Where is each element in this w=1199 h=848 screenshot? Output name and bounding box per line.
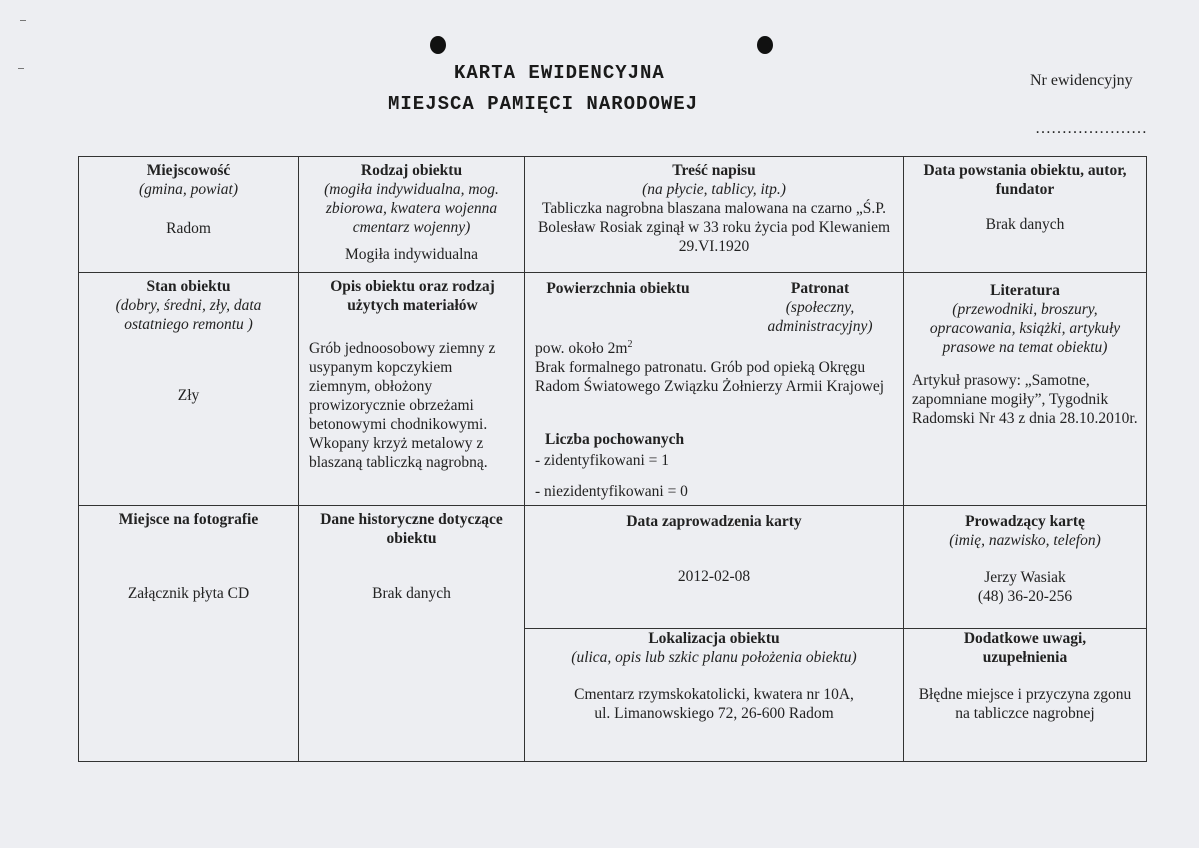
card-title-line2: MIEJSCA PAMIĘCI NARODOWEJ (388, 93, 699, 115)
value-lokalizacja-line1: Cmentarz rzymskokatolicki, kwatera nr 10A, (574, 686, 854, 703)
cell-data-powstania (903, 156, 1147, 273)
heading-data-zaprowadzenia: Data zaprowadzenia karty (626, 513, 802, 530)
value-rodzaj-obiektu: Mogiła indywidualna (344, 246, 479, 263)
cell-tresc-napisu (524, 156, 904, 273)
heading-liczba-pochowanych: Liczba pochowanych (545, 431, 685, 448)
scan-mark (18, 68, 24, 69)
cell-literatura (903, 272, 1147, 506)
cell-dane-historyczne (298, 505, 525, 762)
heading-dodatkowe-uwagi: Dodatkowe uwagi, uzupełnienia (963, 630, 1087, 666)
cell-opis-obiektu (298, 272, 525, 506)
hint-literatura: (przewodniki, broszury, opracowania, książki, artykuły prasowe na temat obiektu) (929, 301, 1121, 356)
value-stan-obiektu: Zły (177, 387, 200, 404)
hint-patronat: (społeczny, administracyjny) (767, 299, 873, 335)
value-data-powstania: Brak danych (985, 216, 1065, 233)
punch-hole-right (757, 36, 773, 54)
cell-prowadzacy-karte (903, 505, 1147, 629)
cell-data-zaprowadzenia (524, 505, 904, 629)
registry-number-label: Nr ewidencyjny (1030, 72, 1133, 89)
value-literatura: Artykuł prasowy: „Samotne, zapomniane mogiły”, Tygodnik Radomski Nr 43 z dnia 28.10.2010r. (912, 372, 1138, 427)
scan-mark (20, 20, 26, 21)
cell-dodatkowe-uwagi (903, 628, 1147, 762)
cell-powierzchnia-patronat (524, 272, 904, 506)
value-prowadzacy-phone: (48) 36-20-256 (977, 588, 1073, 605)
heading-literatura: Literatura (990, 282, 1060, 299)
value-lokalizacja-line2: ul. Limanowskiego 72, 26-600 Radom (594, 705, 834, 722)
hint-prowadzacy-karte: (imię, nazwisko, telefon) (949, 532, 1101, 549)
cell-miejsce-na-fotografie (78, 505, 299, 762)
heading-opis-obiektu: Opis obiektu oraz rodzaj użytych materiałów (330, 278, 495, 314)
value-zidentyfikowani: - zidentyfikowani = 1 (535, 452, 669, 469)
cell-rodzaj-obiektu (298, 156, 525, 273)
value-data-zaprowadzenia: 2012-02-08 (677, 568, 751, 585)
value-powierzchnia: pow. około $2m^2$ (535, 339, 633, 358)
heading-rodzaj-obiektu: Rodzaj obiektu (360, 162, 463, 179)
patronat-header (745, 279, 895, 336)
heading-miejsce-na-fotografie: Miejsce na fotografie (118, 511, 259, 528)
card-title-line1: KARTA EWIDENCYJNA (454, 62, 665, 84)
hint-lokalizacja-obiektu: (ulica, opis lub szkic planu położenia obiektu) (571, 649, 857, 666)
hint-tresc-napisu: (na płycie, tablicy, itp.) (642, 181, 786, 198)
cell-miejscowosc (78, 156, 299, 273)
heading-miejscowosc: Miejscowość (146, 162, 231, 179)
value-prowadzacy-name: Jerzy Wasiak (984, 569, 1066, 586)
value-tresc-napisu: Tabliczka nagrobna blaszana malowana na czarno „Ś.P. Bolesław Rosiak zginął w 33 roku życia pod Klewaniem 29.VI.1920 (537, 200, 891, 255)
registry-number-value: ………………… (1035, 120, 1147, 137)
value-patronat: Brak formalnego patronatu. Grób pod opieką Okręgu Radom Światowego Związku Żołnierzy Armii Krajowej (535, 359, 885, 396)
heading-stan-obiektu: Stan obiektu (146, 278, 231, 295)
value-niezidentyfikowani: - niezidentyfikowani = 0 (535, 483, 688, 500)
value-dane-historyczne: Brak danych (372, 585, 451, 602)
hint-miejscowosc: (gmina, powiat) (138, 181, 239, 198)
heading-prowadzacy-karte: Prowadzący kartę (965, 513, 1085, 530)
hint-stan-obiektu: (dobry, średni, zły, data ostatniego remontu ) (115, 297, 262, 333)
heading-tresc-napisu: Treść napisu (672, 162, 756, 179)
heading-data-powstania: Data powstania obiektu, autor, fundator (923, 162, 1127, 198)
value-dodatkowe-uwagi: Błędne miejsce i przyczyna zgonu na tabliczce nagrobnej (918, 686, 1132, 722)
hint-rodzaj-obiektu: (mogiła indywidualna, mog. zbiorowa, kwatera wojenna cmentarz wojenny) (324, 181, 499, 236)
value-miejscowosc: Radom (166, 220, 211, 237)
heading-lokalizacja-obiektu: Lokalizacja obiektu (648, 630, 780, 647)
cell-lokalizacja-obiektu (524, 628, 904, 762)
value-opis-obiektu: Grób jednoosobowy ziemny z usypanym kopczykiem ziemnym, obłożony prowizorycznie obrzeżami betonowymi chodnikowymi. Wkopany krzyż metalowy z blaszaną tabliczką nagrobną. (309, 340, 496, 471)
heading-patronat: Patronat (790, 280, 850, 297)
powierzchnia-patronat-values (535, 335, 895, 396)
heading-powierzchnia: Powierzchnia obiektu (546, 280, 690, 297)
cell-stan-obiektu (78, 272, 299, 506)
heading-dane-historyczne: Dane historyczne dotyczące obiektu (320, 511, 503, 547)
value-miejsce-na-fotografie: Załącznik płyta CD (127, 585, 250, 602)
punch-hole-left (430, 36, 446, 54)
